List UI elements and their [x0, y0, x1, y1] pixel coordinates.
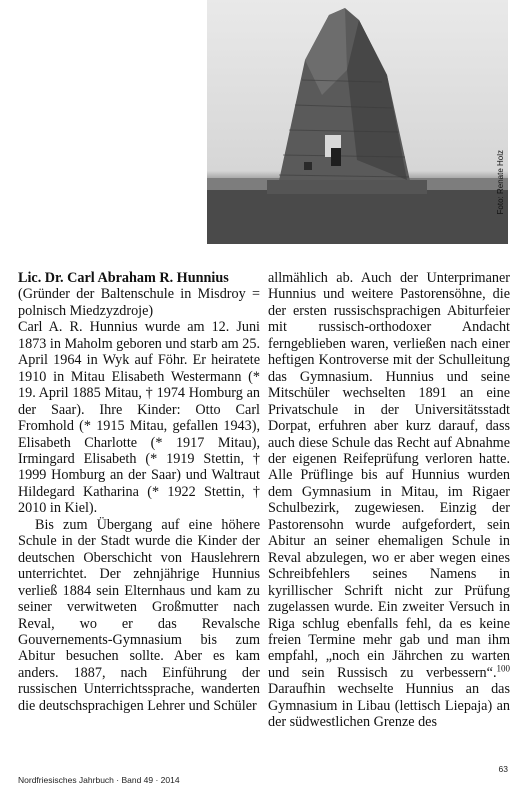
ruin-illustration — [207, 0, 508, 244]
right-column — [268, 270, 510, 731]
journal-footer: Nordfriesisches Jahrbuch · Band 49 · 2014 — [18, 775, 180, 785]
continuation-text-end: Daraufhin wechselte Hunnius an das Gymnasium in Libau (lettisch Liepaja) an der südwestlichen Grenze des — [268, 681, 510, 731]
photo-credit: Foto: Renate Holz — [496, 150, 505, 215]
page-number: 63 — [498, 764, 508, 774]
left-column — [18, 270, 260, 714]
footnote-marker: 100 — [496, 663, 510, 674]
continuation-text: allmählich ab. Auch der Unterprimaner Hunnius und weitere Pastorensöhne, die der ersten russischsprachigen Abiturfeier mit russisch-orthodoxer Andacht ferngeblieben waren, verließen nach einer heftigen Kontroverse mit der Schulleitung das Gymnasium. Hunnius und seine Mitschüler wechselten 1891 an eine Privatschule in der Universitätsstadt Dorpat, erfuhren aber kurz darauf, dass auch diese Schule das Recht auf Abnahme der eigenen Reifeprüfung verloren hatte. Alle Prüflinge bis auf Hunnius wurden dem Gymnasium in Mitau, im Rigaer Schulbezirk, zugewiesen. Einzig der Pastorensohn wurde aufgefordert, sein Abitur an seiner ehemaligen Schule in Reval abzulegen, wo er aber wegen eines Schreibfehlers seines Namens in kyrillischer Schrift nicht zur Prüfung zugelassen wurde. Ein zweiter Versuch in Riga schlug ebenfalls fehl, da es keine freien Termine mehr gab und man ihm empfahl, „noch ein Jährchen zu warten und sein Russisch zu verbessern“. — [268, 270, 510, 681]
ruin-photo — [207, 0, 508, 244]
article-heading: Lic. Dr. Carl Abraham R. Hunnius — [18, 270, 229, 286]
schooling-paragraph: Bis zum Übergang auf eine höhere Schule in der Stadt wurde die Kinder der deutschen Oberschicht von Hauslehrern unterrichtet. Der zehnjährige Hunnius verließ 1884 sein Elternhaus und kam zu seiner verwitweten Großmutter nach Reval, wo er das Revalsche Gouvernements-Gymnasium bis zum Abitur besuchen sollte. Aber es kam anders. 1887, nach Einführung der russischen Unterrichtssprache, wanderten die deutschsprachigen Lehrer und Schüler — [18, 516, 260, 714]
biography-paragraph: Carl A. R. Hunnius wurde am 12. Juni 1873 in Maholm geboren und starb am 25. April 1964 in Wyk auf Föhr. Er heiratete 1910 in Mitau Elisabeth Westermann (* 19. April 1885 Mitau, † 1974 Homburg an der Saar). Ihre Kinder: Otto Carl Fromhold (* 1915 Mitau, gefallen 1943), Elisabeth Charlotte (* 1917 Mitau), Irmingard Elisabeth (* 1919 Stettin, † 1999 Homburg an der Saar) und Waltraut Hildegard Katharina (* 1922 Stettin, † 2010 in Kiel). — [18, 319, 260, 517]
article-subtitle: (Gründer der Baltenschule in Misdroy = polnisch Miedzyzdroje) — [18, 286, 260, 319]
continuation-paragraph — [268, 270, 510, 731]
